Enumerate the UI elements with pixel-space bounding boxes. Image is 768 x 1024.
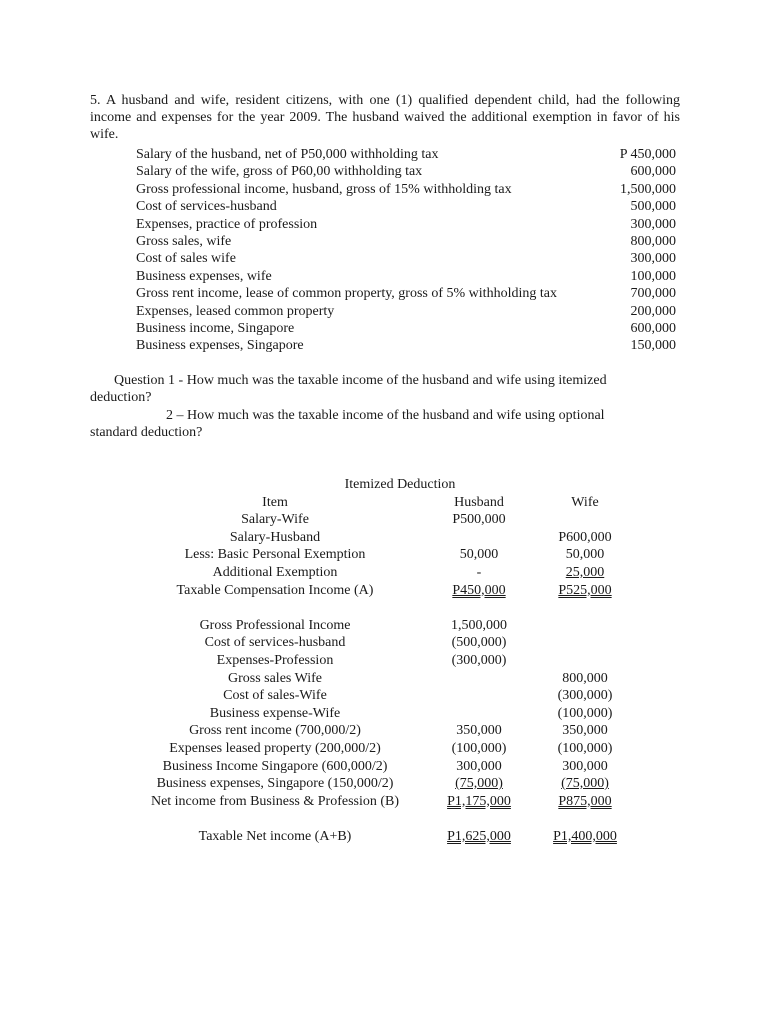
given-item-amount: 600,000 [630, 320, 676, 336]
table-row [120, 582, 640, 600]
given-item-amount: 300,000 [630, 251, 676, 267]
row-item-label: Gross Professional Income [199, 617, 351, 633]
given-item-row [136, 337, 676, 354]
row-husband-value: P500,000 [452, 512, 506, 528]
given-item-amount: 200,000 [630, 303, 676, 319]
given-items-list [136, 146, 676, 355]
question-2: 2 – How much was the taxable income of the husband and wife using optional standard deduction? [90, 408, 605, 440]
table-row [120, 511, 640, 529]
table-row [120, 670, 640, 688]
row-husband-value: 300,000 [456, 758, 502, 774]
given-item-amount: 100,000 [630, 268, 676, 284]
row-husband-value: 350,000 [456, 723, 502, 739]
given-item-row [136, 146, 676, 163]
row-item-label: Expenses leased property (200,000/2) [169, 740, 381, 756]
table-row [120, 564, 640, 582]
given-item-label: Salary of the husband, net of P50,000 withholding tax [136, 147, 439, 162]
row-item-label: Business expenses, Singapore (150,000/2) [156, 776, 394, 792]
row-item-label: Taxable Compensation Income (A) [176, 582, 374, 598]
total-row [120, 828, 640, 846]
question-1: Question 1 - How much was the taxable income of the husband and wife using itemized deduction? [90, 373, 607, 405]
header-item: Item [262, 494, 288, 510]
table-row [120, 546, 640, 564]
row-item-label: Gross sales Wife [227, 670, 323, 686]
given-item-row [136, 285, 676, 302]
row-husband-value: (300,000) [451, 652, 507, 668]
table-header-row [120, 494, 640, 512]
row-item-label: Cost of sales-Wife [223, 688, 327, 704]
given-item-amount: 800,000 [630, 233, 676, 249]
problem-number: 5. [90, 93, 101, 108]
given-item-label: Cost of sales wife [136, 251, 236, 267]
row-wife-value: 350,000 [562, 723, 608, 739]
given-item-label: Salary of the wife, gross of P60,00 withholding tax [136, 164, 423, 180]
row-husband-value: 50,000 [459, 547, 499, 563]
table-row [120, 634, 640, 652]
total-husband: P1,625,000 [447, 828, 511, 844]
table-row [120, 652, 640, 670]
row-wife-value: (100,000) [557, 705, 613, 721]
row-item-label: Net income from Business & Profession (B) [150, 793, 400, 809]
given-item-label: Expenses, leased common property [136, 303, 335, 319]
row-husband-value: 1,500,000 [451, 617, 507, 633]
given-item-amount: 1,500,000 [620, 181, 676, 197]
row-wife-value: (75,000) [561, 776, 609, 792]
given-item-amount: 150,000 [630, 338, 676, 354]
table-row [120, 617, 640, 635]
table-row [120, 793, 640, 811]
row-wife-value: 300,000 [562, 758, 608, 774]
table-row [120, 722, 640, 740]
given-item-label: Business expenses, wife [136, 268, 272, 284]
row-wife-value: 800,000 [562, 670, 608, 686]
row-wife-value: P875,000 [558, 793, 612, 809]
given-item-label: Business expenses, Singapore [136, 338, 304, 354]
itemized-deduction-table [120, 476, 640, 845]
row-husband-value: (100,000) [451, 740, 507, 756]
given-item-row [136, 198, 676, 215]
table-row [120, 740, 640, 758]
row-husband-value: P450,000 [452, 582, 506, 598]
row-wife-value: 50,000 [565, 547, 605, 563]
problem-text: A husband and wife, resident citizens, with one (1) qualified dependent child, had the following income and expenses for the year 2009. The husband waived the additional exemption in favor of his wife. [90, 93, 680, 142]
given-item-amount: 700,000 [630, 286, 676, 302]
compensation-block [120, 511, 640, 599]
given-item-amount: 500,000 [630, 199, 676, 215]
row-item-label: Salary-Husband [229, 529, 321, 545]
given-item-label: Business income, Singapore [136, 320, 295, 336]
row-item-label: Additional Exemption [212, 564, 338, 580]
header-wife: Wife [571, 494, 599, 510]
given-item-row [136, 250, 676, 267]
row-item-label: Less: Basic Personal Exemption [184, 547, 366, 563]
table-row [120, 529, 640, 547]
given-item-row [136, 216, 676, 233]
given-item-row [136, 181, 676, 198]
given-item-row [136, 233, 676, 250]
row-husband-value: P1,175,000 [447, 793, 511, 809]
total-wife: P1,400,000 [553, 828, 617, 844]
row-wife-value: (300,000) [557, 688, 613, 704]
row-item-label: Salary-Wife [241, 512, 309, 528]
given-item-amount: 300,000 [630, 216, 676, 232]
given-item-label: Gross rent income, lease of common property, gross of 5% withholding tax [136, 286, 557, 302]
given-item-amount: P 450,000 [619, 147, 676, 162]
row-item-label: Gross rent income (700,000/2) [189, 723, 361, 739]
problem-statement [90, 92, 680, 143]
total-label: Taxable Net income (A+B) [198, 828, 352, 844]
business-block [120, 617, 640, 811]
given-item-amount: 600,000 [630, 164, 676, 180]
given-item-row [136, 268, 676, 285]
given-item-label: Expenses, practice of profession [136, 216, 318, 232]
table-row [120, 687, 640, 705]
table-row [120, 705, 640, 723]
row-item-label: Business expense-Wife [209, 705, 341, 721]
given-item-label: Cost of services-husband [136, 199, 277, 215]
row-item-label: Expenses-Profession [216, 652, 334, 668]
row-husband-value: - [476, 564, 482, 580]
row-wife-value: P525,000 [558, 582, 612, 598]
given-item-row [136, 163, 676, 180]
given-item-label: Gross professional income, husband, gross of 15% withholding tax [136, 181, 512, 197]
given-item-row [136, 303, 676, 320]
row-wife-value: P600,000 [558, 529, 612, 545]
row-husband-value: (500,000) [451, 635, 507, 651]
table-row [120, 775, 640, 793]
row-husband-value: (75,000) [455, 776, 503, 792]
header-husband: Husband [454, 494, 504, 510]
table-row [120, 758, 640, 776]
row-item-label: Business Income Singapore (600,000/2) [162, 758, 388, 774]
table-title: Itemized Deduction [344, 477, 456, 492]
row-wife-value: (100,000) [557, 740, 613, 756]
given-item-label: Gross sales, wife [136, 233, 232, 249]
row-item-label: Cost of services-husband [204, 635, 346, 651]
row-wife-value: 25,000 [565, 564, 605, 580]
given-item-row [136, 320, 676, 337]
